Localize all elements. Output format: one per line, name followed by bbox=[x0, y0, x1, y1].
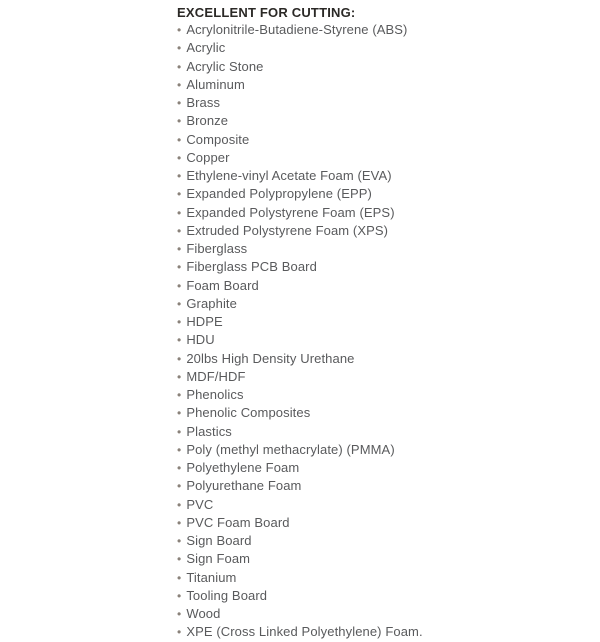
list-item bbox=[177, 131, 600, 149]
list-item bbox=[177, 21, 600, 39]
list-item bbox=[177, 258, 600, 276]
bullet-marker: • bbox=[177, 96, 182, 110]
bullet-marker: • bbox=[177, 223, 182, 238]
list-item bbox=[177, 368, 600, 386]
list-item bbox=[177, 441, 600, 459]
list-item bbox=[177, 39, 600, 57]
list-item bbox=[177, 587, 600, 605]
list-item-text: Phenolic Composites bbox=[186, 405, 311, 421]
list-item-text: XPE (Cross Linked Polyethylene) Foam. bbox=[186, 624, 423, 640]
bullet-marker: • bbox=[177, 388, 182, 402]
list-item-text: Fiberglass PCB Board bbox=[186, 259, 317, 275]
list-item bbox=[177, 331, 600, 349]
list-item-text: MDF/HDF bbox=[186, 368, 246, 384]
list-item bbox=[177, 532, 600, 550]
list-item-text: Poly (methyl methacrylate) (PMMA) bbox=[186, 441, 395, 457]
bullet-marker: • bbox=[177, 442, 182, 457]
list-item bbox=[177, 350, 600, 368]
bullet-marker: • bbox=[177, 132, 182, 147]
list-item-text: Polyurethane Foam bbox=[186, 478, 302, 494]
bullet-marker: • bbox=[177, 315, 182, 329]
list-item-text: HDU bbox=[186, 332, 215, 348]
list-item-text: Ethylene-vinyl Acetate Foam (EVA) bbox=[186, 168, 392, 183]
bullet-marker: • bbox=[177, 625, 182, 640]
list-item-text: Expanded Polypropylene (EPP) bbox=[186, 186, 372, 202]
list-item-text: Polyethylene Foam bbox=[186, 460, 300, 475]
list-item-text: Wood bbox=[186, 606, 221, 621]
list-item bbox=[177, 295, 600, 313]
list-item bbox=[177, 569, 600, 587]
list-item-text: Acrylic bbox=[186, 40, 226, 56]
list-item-text: Sign Board bbox=[186, 533, 252, 548]
bullet-marker: • bbox=[177, 333, 182, 348]
list-item bbox=[177, 167, 600, 185]
list-item-text: PVC Foam Board bbox=[186, 514, 290, 530]
list-item bbox=[177, 514, 600, 532]
bullet-marker: • bbox=[177, 461, 182, 475]
list-item-text: Titanium bbox=[186, 569, 237, 585]
bullet-marker: • bbox=[177, 515, 182, 530]
bullet-marker: • bbox=[177, 169, 182, 183]
bullet-marker: • bbox=[177, 59, 182, 74]
bullet-marker: • bbox=[177, 205, 182, 220]
list-item-text: Foam Board bbox=[186, 277, 259, 293]
list-item-text: HDPE bbox=[186, 314, 223, 329]
list-item bbox=[177, 149, 600, 167]
bullet-marker: • bbox=[177, 296, 182, 311]
bullet-marker: • bbox=[177, 534, 182, 548]
bullet-marker: • bbox=[177, 588, 182, 603]
list-item-text: Sign Foam bbox=[186, 551, 251, 567]
list-item bbox=[177, 496, 600, 514]
bullet-marker: • bbox=[177, 242, 182, 256]
list-item bbox=[177, 204, 600, 222]
list-item-text: Extruded Polystyrene Foam (XPS) bbox=[186, 222, 389, 238]
list-item-text: Expanded Polystyrene Foam (EPS) bbox=[186, 204, 395, 220]
bullet-marker: • bbox=[177, 278, 182, 293]
materials-list bbox=[177, 21, 600, 642]
bullet-marker: • bbox=[177, 497, 182, 512]
list-item bbox=[177, 386, 600, 404]
list-item-text: PVC bbox=[186, 496, 214, 512]
bullet-marker: • bbox=[177, 150, 182, 165]
bullet-marker: • bbox=[177, 114, 182, 129]
bullet-marker: • bbox=[177, 479, 182, 494]
section-heading: EXCELLENT FOR CUTTING: bbox=[177, 5, 356, 20]
bullet-marker: • bbox=[177, 607, 182, 621]
list-item-text: Fiberglass bbox=[186, 241, 248, 256]
list-item-text: Acrylonitrile-Butadiene-Styrene (ABS) bbox=[186, 22, 408, 37]
bullet-marker: • bbox=[177, 406, 182, 421]
list-item bbox=[177, 459, 600, 477]
list-item-text: Graphite bbox=[186, 295, 237, 311]
bullet-marker: • bbox=[177, 369, 182, 384]
list-item-text: Bronze bbox=[186, 113, 229, 129]
bullet-marker: • bbox=[177, 187, 182, 202]
list-item bbox=[177, 313, 600, 331]
list-item-text: Copper bbox=[186, 149, 230, 165]
bullet-marker: • bbox=[177, 23, 182, 37]
list-item bbox=[177, 623, 600, 641]
list-item bbox=[177, 277, 600, 295]
list-item bbox=[177, 240, 600, 258]
list-item bbox=[177, 404, 600, 422]
list-item bbox=[177, 76, 600, 94]
bullet-marker: • bbox=[177, 570, 182, 585]
list-item-text: Aluminum bbox=[186, 76, 245, 92]
list-item-text: Brass bbox=[186, 95, 221, 110]
list-item bbox=[177, 550, 600, 568]
list-item bbox=[177, 222, 600, 240]
bullet-marker: • bbox=[177, 77, 182, 92]
bullet-marker: • bbox=[177, 552, 182, 567]
list-item bbox=[177, 185, 600, 203]
bullet-marker: • bbox=[177, 424, 182, 439]
list-item-text: Phenolics bbox=[186, 387, 244, 402]
bullet-marker: • bbox=[177, 41, 182, 56]
bullet-marker: • bbox=[177, 260, 182, 275]
list-item-text: Tooling Board bbox=[186, 587, 268, 603]
list-item bbox=[177, 58, 600, 76]
list-item bbox=[177, 112, 600, 130]
list-item bbox=[177, 605, 600, 623]
list-item-text: 20lbs High Density Urethane bbox=[186, 350, 355, 366]
list-item bbox=[177, 94, 600, 112]
list-item-text: Plastics bbox=[186, 423, 232, 439]
list-item-text: Acrylic Stone bbox=[186, 58, 264, 74]
list-item-text: Composite bbox=[186, 131, 250, 147]
list-item bbox=[177, 423, 600, 441]
bullet-marker: • bbox=[177, 351, 182, 366]
list-item bbox=[177, 477, 600, 495]
